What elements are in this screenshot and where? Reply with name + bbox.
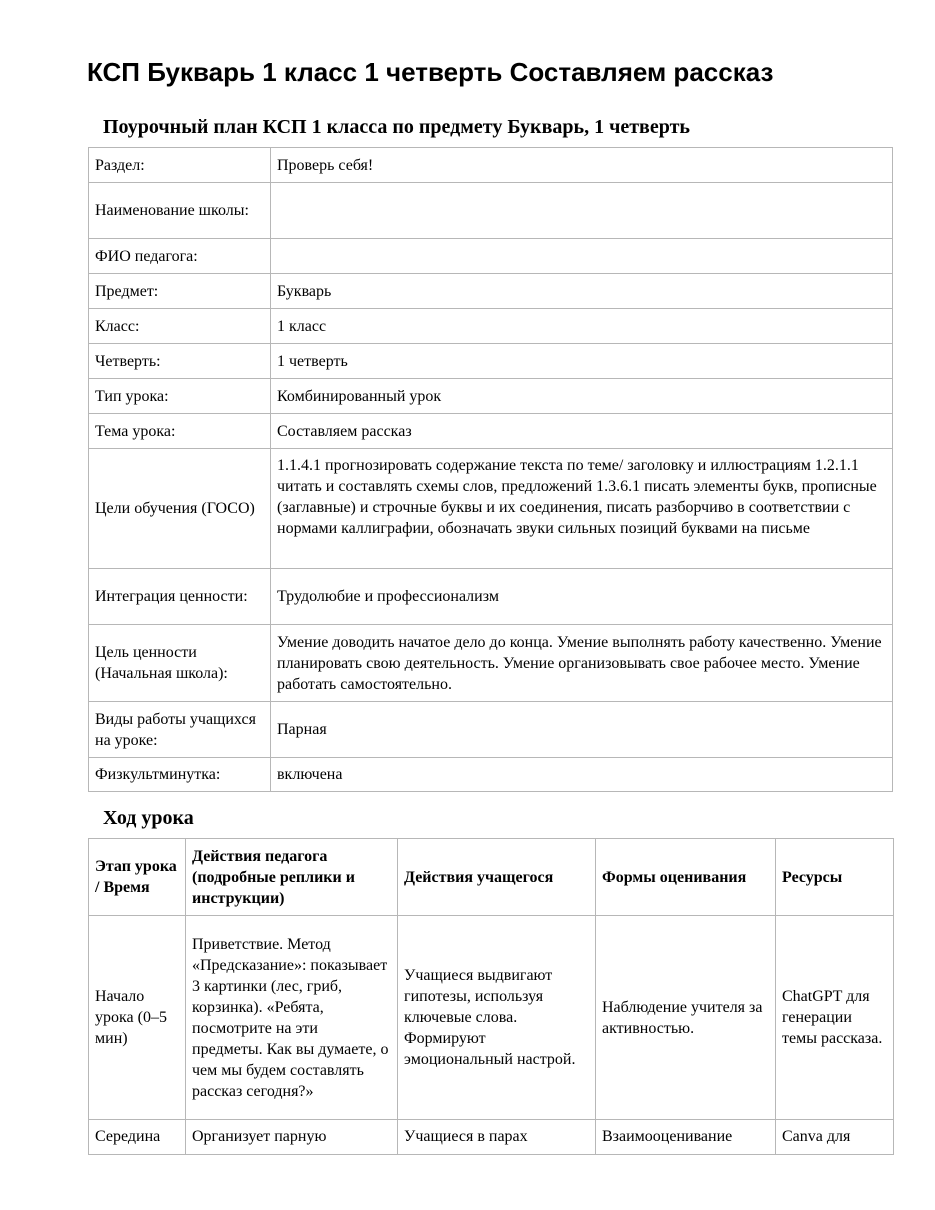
info-row-teacher — [89, 239, 893, 274]
lesson-steps-table — [88, 838, 894, 1155]
step-assessment: Наблюдение учителя за активностью. — [596, 916, 776, 1120]
info-row-quarter — [89, 344, 893, 379]
info-value: Трудолюбие и профессионализм — [271, 569, 893, 625]
info-label: Виды работы учащихся на уроке: — [89, 702, 271, 758]
info-label: Физкультминутка: — [89, 758, 271, 792]
info-row-topic — [89, 414, 893, 449]
info-label: Цели обучения (ГОСО) — [89, 449, 271, 569]
step-teacher-actions: Приветствие. Метод «Предсказание»: показывает 3 картинки (лес, гриб, корзинка). «Ребята, посмотрите на эти предметы. Как вы думаете, о чем мы будем составлять рассказ сегодня?» — [186, 916, 398, 1120]
page-title: КСП Букварь 1 класс 1 четверть Составляем рассказ — [87, 57, 774, 87]
info-label: ФИО педагога: — [89, 239, 271, 274]
info-row-work-types — [89, 702, 893, 758]
header-student-actions: Действия учащегося — [398, 839, 596, 916]
info-row-section — [89, 148, 893, 183]
header-resources: Ресурсы — [776, 839, 894, 916]
info-row-grade — [89, 309, 893, 344]
info-label: Интеграция ценности: — [89, 569, 271, 625]
info-label: Тип урока: — [89, 379, 271, 414]
table-row — [89, 1120, 894, 1155]
steps-header-row — [89, 839, 894, 916]
info-label: Наименование школы: — [89, 183, 271, 239]
info-value: Букварь — [271, 274, 893, 309]
info-row-value-goal — [89, 625, 893, 702]
info-label: Класс: — [89, 309, 271, 344]
step-assessment: Взаимооценивание — [596, 1120, 776, 1155]
info-row-school — [89, 183, 893, 239]
header-teacher-actions: Действия педагога (подробные реплики и инструкции) — [186, 839, 398, 916]
info-value: Проверь себя! — [271, 148, 893, 183]
info-value: Составляем рассказ — [271, 414, 893, 449]
step-stage: Начало урока (0–5 мин) — [89, 916, 186, 1120]
header-assessment: Формы оценивания — [596, 839, 776, 916]
info-label: Четверть: — [89, 344, 271, 379]
lesson-info-table — [88, 147, 893, 792]
info-row-values — [89, 569, 893, 625]
step-student-actions: Учащиеся выдвигают гипотезы, используя ключевые слова. Формируют эмоциональный настрой. — [398, 916, 596, 1120]
step-teacher-actions: Организует парную — [186, 1120, 398, 1155]
info-value: включена — [271, 758, 893, 792]
step-stage: Середина — [89, 1120, 186, 1155]
header-stage: Этап урока / Время — [89, 839, 186, 916]
info-row-subject — [89, 274, 893, 309]
table-row — [89, 916, 894, 1120]
step-resources: ChatGPT для генерации темы рассказа. — [776, 916, 894, 1120]
info-label: Тема урока: — [89, 414, 271, 449]
step-resources: Canva для — [776, 1120, 894, 1155]
info-value: 1 класс — [271, 309, 893, 344]
info-value: Парная — [271, 702, 893, 758]
info-label: Раздел: — [89, 148, 271, 183]
info-value: Комбинированный урок — [271, 379, 893, 414]
info-row-exercise-break — [89, 758, 893, 792]
info-row-lesson-type — [89, 379, 893, 414]
info-label: Предмет: — [89, 274, 271, 309]
lesson-heading: Ход урока — [103, 807, 194, 829]
info-value — [271, 239, 893, 274]
info-value: Умение доводить начатое дело до конца. Умение выполнять работу качественно. Умение планировать свою деятельность. Умение организовывать свое рабочее место. Умение работать самостоятельно. — [271, 625, 893, 702]
info-label: Цель ценности (Начальная школа): — [89, 625, 271, 702]
info-value: 1.1.4.1 прогнозировать содержание текста по теме/ заголовку и иллюстрациям 1.2.1.1 читать и составлять схемы слов, предложений 1.3.6.1 писать элементы букв, прописные (заглавные) и строчные буквы и их соединения, писать разборчиво в соответствии с нормами каллиграфии, обозначать звуки сильных позиций буквами на письме — [271, 449, 893, 569]
info-value: 1 четверть — [271, 344, 893, 379]
step-student-actions: Учащиеся в парах — [398, 1120, 596, 1155]
info-value — [271, 183, 893, 239]
info-row-goals — [89, 449, 893, 569]
plan-heading: Поурочный план КСП 1 класса по предмету Букварь, 1 четверть — [103, 116, 690, 138]
